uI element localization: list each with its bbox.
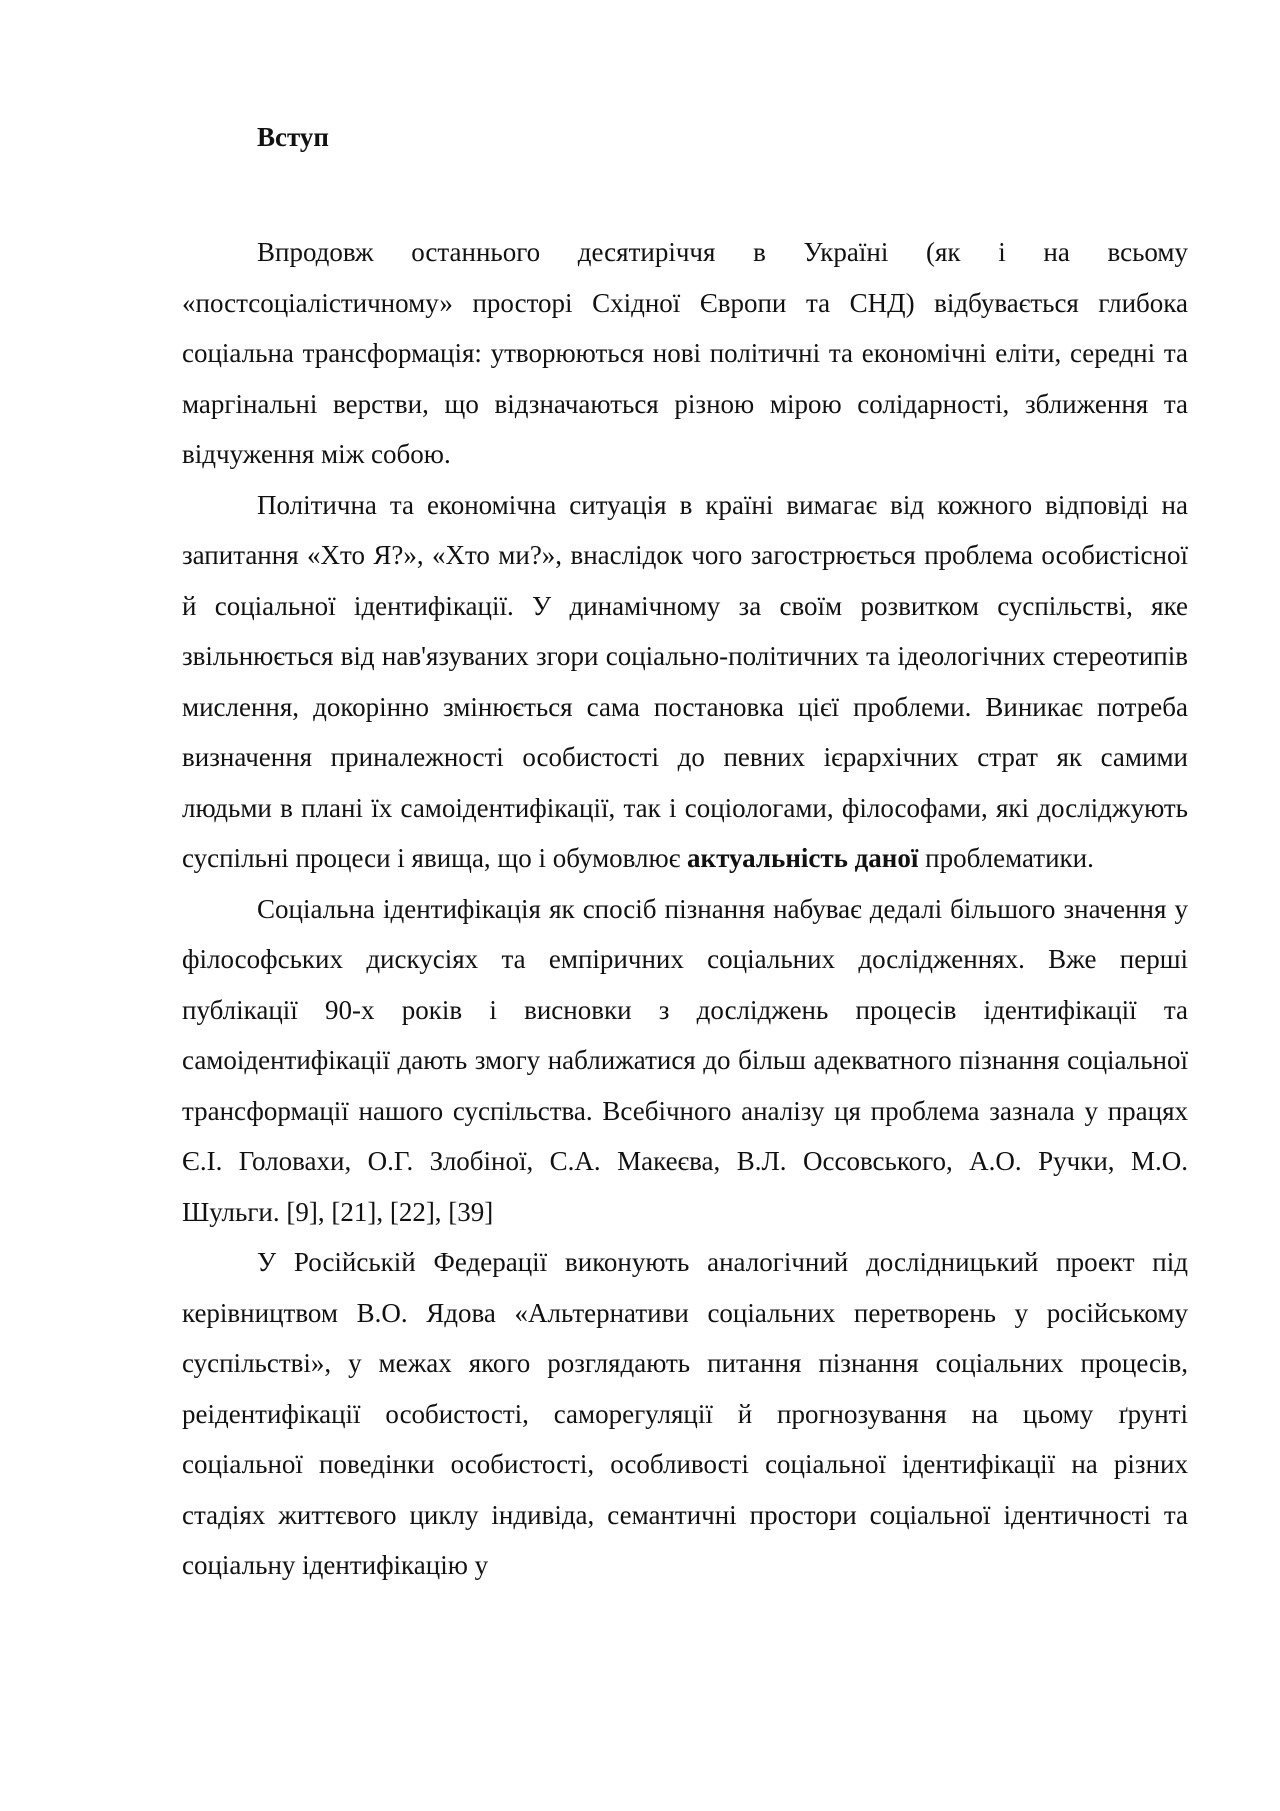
body-text <box>182 227 1188 1591</box>
paragraph-intro <box>182 227 1188 480</box>
paragraph-text: Політична та економічна ситуація в країні вимагає від кожного відповіді на запитання «Хто Я?», «Хто ми?», внаслідок чого загострюється проблема особистісної й соціальної ідентифікації. У динамічному за своїм розвитком суспільстві, яке звільнюється від нав'язуваних згори соціально-політичних та ідеологічних стереотипів мислення, докорінно змінюється сама постановка цієї проблеми. Виникає потреба визначення приналежності особистості до певних ієрархічних страт як самими людьми в плані їх самоідентифікації, так і соціологами, філософами, які досліджують суспільні процеси і явища, що і обумовлює <box>182 489 1188 873</box>
paragraph-russia <box>182 1237 1188 1591</box>
paragraph-text: Соціальна ідентифікація як спосіб пізнання набуває дедалі більшого значення у філософських дискусіях та емпіричних соціальних дослідженнях. Вже перші публікації 90-х років і висновки з досліджень процесів ідентифікації та самоідентифікації дають змогу наближатися до більш адекватного пізнання соціальної трансформації нашого суспільства. Всебічного аналізу ця проблема зазнала у працях Є.І. Головахи, О.Г. Злобіної, С.А. Макеєва, В.Л. Оссовського, А.О. Ручки, М.О. Шульги. [9], [21], [22], [39] <box>182 893 1188 1227</box>
paragraph-relevance <box>182 480 1188 884</box>
paragraph-text: Впродовж останнього десятиріччя в Україні (як і на всьому «постсоціалістичному» просторі Східної Європи та СНД) відбувається глибока соціальна трансформація: утворюються нові політичні та економічні еліти, середні та маргінальні верстви, що відзначаються різною мірою солідарності, зближення та відчуження між собою. <box>182 237 1188 469</box>
bold-emphasis: актуальність даної <box>687 843 919 873</box>
paragraph-tail: проблематики. <box>925 843 1094 873</box>
paragraph-identification <box>182 884 1188 1238</box>
paragraph-text: У Російській Федерації виконують аналогічний дослідницький проект під керівництвом В.О. Ядова «Альтернативи соціальних перетворень у російському суспільстві», у межах якого розглядають питання пізнання соціальних процесів, реідентифікації особистості, саморегуляції й прогнозування на цьому ґрунті соціальної поведінки особистості, особливості соціальної ідентифікації на різних стадіях життєвого циклу індивіда, семантичні простори соціальної ідентичності та соціальну ідентифікацію у <box>182 1247 1188 1580</box>
section-heading: Вступ <box>257 122 329 152</box>
